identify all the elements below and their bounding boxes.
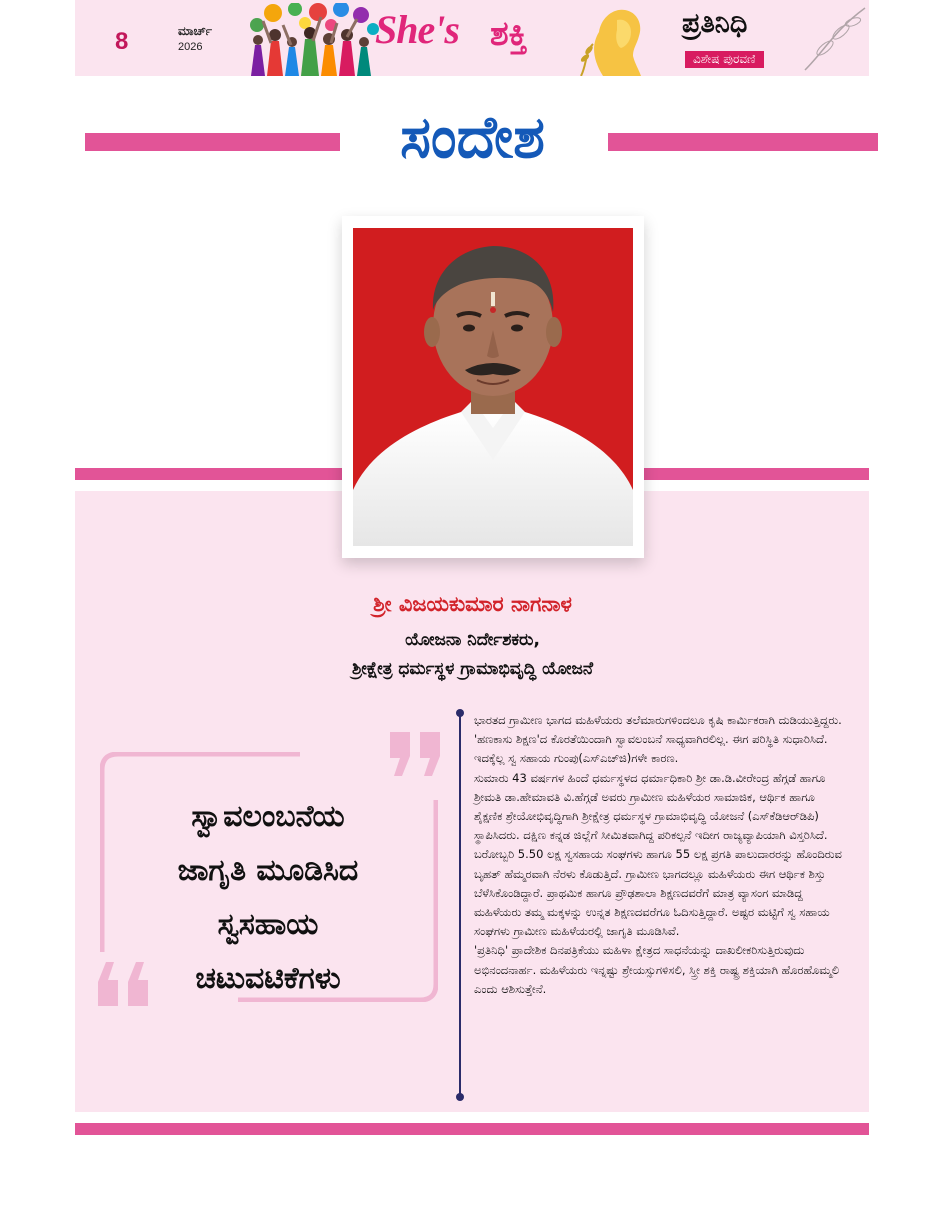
- page-header: [75, 0, 869, 76]
- brand-she: She's: [375, 7, 459, 52]
- supplement-tag: ವಿಶೇಷ ಪುರವಣಿ: [685, 51, 764, 68]
- title-bar-left: [85, 133, 340, 151]
- brand-shakthi: ಶಕ್ತಿ: [490, 14, 528, 54]
- page-title: ಸಂದೇಶ: [400, 103, 545, 171]
- close-quote-icon: [388, 730, 444, 780]
- column-divider: [459, 713, 461, 1097]
- body-paragraph: 'ಪ್ರತಿನಿಧಿ' ಪ್ರಾದೇಶಿಕ ದಿನಪತ್ರಿಕೆಯು ಮಹಿಳಾ ಕ್ಷೇತ್ರದ ಸಾಧನೆಯನ್ನು ದಾಖಲೀಕರಿಸುತ್ತಿರುವುದು ಅಭಿನಂದನಾರ್ಹ. ಮಹಿಳೆಯರು ಇನ್ನಷ್ಟು ಶ್ರೇಯಸ್ಸುಗಳಿಸಲಿ, ಸ್ತ್ರೀ ಶಕ್ತಿ ರಾಷ್ಟ್ರ ಶಕ್ತಿಯಾಗಿ ಹೊರಹೊಮ್ಮಲಿ ಎಂದು ಆಶಿಸುತ್ತೇನೆ.: [474, 943, 840, 996]
- portrait-frame: [342, 216, 644, 558]
- pull-quote-line: ಸ್ವಸಹಾಯ: [217, 907, 319, 942]
- leaf-illustration: [795, 0, 869, 76]
- newspaper-name: ಪ್ರತಿನಿಧಿ: [682, 8, 748, 39]
- portrait-photo: [353, 228, 633, 546]
- pull-quote-line: ಸ್ವಾವಲಂಬನೆಯ: [191, 799, 345, 834]
- pull-quote-line: ಜಾಗೃತಿ ಮೂಡಿಸಿದ: [177, 853, 359, 888]
- issue-month: ಮಾರ್ಚ್: [178, 24, 212, 38]
- person-name: ಶ್ರೀ ವಿಜಯಕುಮಾರ ನಾಗನಾಳ: [373, 592, 572, 616]
- divider-dot-top: [456, 709, 464, 717]
- divider-dot-bottom: [456, 1093, 464, 1101]
- pull-quote-line: ಚಟುವಟಿಕೆಗಳು: [195, 961, 341, 996]
- person-role: ಯೋಜನಾ ನಿರ್ದೇಶಕರು,: [405, 630, 540, 650]
- page-number: 8: [115, 28, 129, 55]
- title-bar-right: [608, 133, 878, 151]
- pull-quote: [128, 790, 408, 1006]
- message-body: [474, 711, 844, 999]
- body-paragraph: ಸುಮಾರು 43 ವರ್ಷಗಳ ಹಿಂದೆ ಧರ್ಮಸ್ಥಳದ ಧರ್ಮಾಧಿಕಾರಿ ಶ್ರೀ ಡಾ.ಡಿ.ವೀರೇಂದ್ರ ಹೆಗ್ಗಡೆ ಹಾಗೂ ಶ್ರೀಮತಿ ಡಾ.ಹೇಮಾವತಿ ವಿ.ಹೆಗ್ಗಡೆ ಅವರು ಗ್ರಾಮೀಣ ಮಹಿಳೆಯರ ಸಾಮಾಜಿಕ, ಆರ್ಥಿಕ ಹಾಗೂ ಶೈಕ್ಷಣಿಕ ಶ್ರೇಯೋಭಿವೃದ್ಧಿಗಾಗಿ ಶ್ರೀಕ್ಷೇತ್ರ ಧರ್ಮಸ್ಥಳ ಗ್ರಾಮಾಭಿವೃದ್ಧಿ ಯೋಜನೆ (ಎಸ್‌ಕೆಡಿಆರ್‌ಡಿಪಿ) ಸ್ಥಾಪಿಸಿದರು. ದಕ್ಷಿಣ ಕನ್ನಡ ಜಿಲ್ಲೆಗೆ ಸೀಮಿತವಾಗಿದ್ದ ಪರಿಕಲ್ಪನೆ ಇದೀಗ ರಾಜ್ಯವ್ಯಾಪಿಯಾಗಿ ವಿಸ್ತರಿಸಿದೆ. ಬರೋಬ್ಬರಿ 5.50 ಲಕ್ಷ ಸ್ವಸಹಾಯ ಸಂಘಗಳು ಹಾಗೂ 55 ಲಕ್ಷ ಪ್ರಗತಿ ಪಾಲುದಾರರನ್ನು ಹೊಂದಿರುವ ಬೃಹತ್ ಹೆಮ್ಮರವಾಗಿ ನೆರಳು ಕೊಡುತ್ತಿದೆ. ಗ್ರಾಮೀಣ ಭಾಗದಲ್ಲೂ ಮಹಿಳೆಯರು ಈಗ ಆರ್ಥಿಕ ಶಿಸ್ತು ಬೆಳೆಸಿಕೊಂಡಿದ್ದಾರೆ. ಪ್ರಾಥಮಿಕ ಹಾಗೂ ಪ್ರೌಢಶಾಲಾ ಶಿಕ್ಷಣದವರೆಗೆ ಮಾತ್ರ ವ್ಯಾಸಂಗ ಮಾಡಿದ್ದ ಮಹಿಳೆಯರು ತಮ್ಮ ಮಕ್ಕಳನ್ನು ಉನ್ನತ ಶಿಕ್ಷಣದವರೆಗೂ ಓದಿಸುತ್ತಿದ್ದಾರೆ. ಅಷ್ಟರ ಮಟ್ಟಿಗೆ ಸ್ವ ಸಹಾಯ ಸಂಘಗಳು ಗ್ರಾಮೀಣ ಮಹಿಳೆಯರಲ್ಲಿ ಜಾಗೃತಿ ಮೂಡಿಸಿವೆ.: [474, 770, 842, 939]
- issue-year: 2026: [178, 41, 203, 53]
- crowd-illustration: [243, 3, 383, 76]
- body-paragraph: ಭಾರತದ ಗ್ರಾಮೀಣ ಭಾಗದ ಮಹಿಳೆಯರು ತಲೆಮಾರುಗಳಿಂದಲೂ ಕೃಷಿ ಕಾರ್ಮಿಕರಾಗಿ ದುಡಿಯುತ್ತಿದ್ದರು. 'ಹಣಕಾಸು ಶಿಕ್ಷಣ'ದ ಕೊರತೆಯಿಂದಾಗಿ ಸ್ವಾವಲಂಬನೆ ಸಾಧ್ಯವಾಗಿರಲಿಲ್ಲ. ಈಗ ಪರಿಸ್ಥಿತಿ ಸುಧಾರಿಸಿದೆ. ಇದಕ್ಕೆಲ್ಲ ಸ್ವ ಸಹಾಯ ಗುಂಪು(ಎಸ್‌ಎಚ್‌ಜಿ)ಗಳೇ ಕಾರಣ.: [474, 713, 842, 766]
- person-organization: ಶ್ರೀಕ್ಷೇತ್ರ ಧರ್ಮಸ್ಥಳ ಗ್ರಾಮಾಭಿವೃದ್ಧಿ ಯೋಜನೆ: [351, 659, 594, 679]
- panel-bottom-rule: [75, 1123, 869, 1135]
- woman-silhouette-illustration: [573, 0, 653, 76]
